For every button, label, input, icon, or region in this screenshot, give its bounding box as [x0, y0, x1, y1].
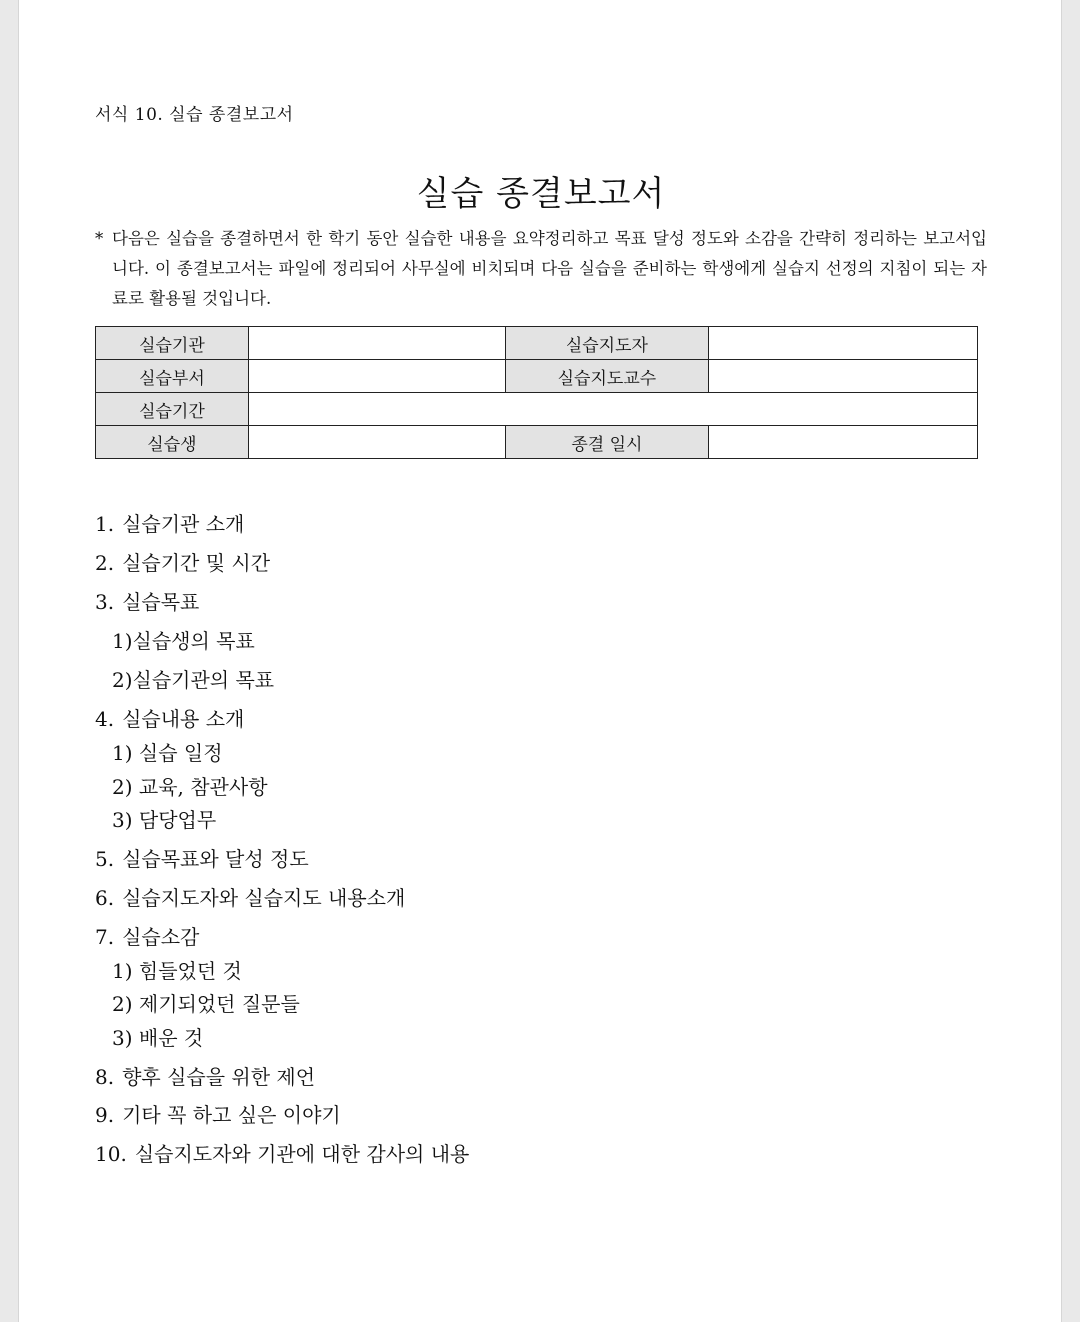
notice-paragraph: [95, 224, 987, 314]
period-label: 실습기간: [96, 393, 249, 426]
outline-item: 3. 실습목표: [95, 590, 200, 614]
document-page: [18, 0, 1062, 1322]
form-number-label: 서식 10. 실습 종결보고서: [95, 105, 294, 125]
info-table: [95, 326, 978, 459]
outline-subitem: 2) 교육, 참관사항: [112, 775, 268, 799]
table-row: [96, 360, 978, 393]
outline-subitem: 2) 제기되었던 질문들: [112, 992, 300, 1016]
end-date-field[interactable]: [709, 426, 978, 459]
outline-item: 10. 실습지도자와 기관에 대한 감사의 내용: [95, 1142, 470, 1166]
outline-item: 1. 실습기관 소개: [95, 512, 245, 536]
institution-field[interactable]: [248, 327, 505, 360]
supervisor-field[interactable]: [709, 327, 978, 360]
table-row: [96, 426, 978, 459]
outline-subitem: 1) 힘들었던 것: [112, 959, 242, 983]
outline-subitem: 3) 배운 것: [112, 1026, 204, 1050]
table-row: [96, 393, 978, 426]
institution-label: 실습기관: [96, 327, 249, 360]
outline-subitem: 2)실습기관의 목표: [112, 668, 275, 692]
student-label: 실습생: [96, 426, 249, 459]
outline-item: 7. 실습소감: [95, 925, 200, 949]
document-title: 실습 종결보고서: [416, 174, 666, 214]
outline-item: 6. 실습지도자와 실습지도 내용소개: [95, 886, 406, 910]
outline-item: 9. 기타 꼭 하고 싶은 이야기: [95, 1103, 341, 1127]
notice-text: 다음은 실습을 종결하면서 한 학기 동안 실습한 내용을 요약정리하고 목표 달성 정도와 소감을 간략히 정리하는 보고서입니다. 이 종결보고서는 파일에 정리되어 사무실에 비치되며 다음 실습을 준비하는 학생에게 실습지 선정의 지침이 되는 자료로 활용될 것입니다.: [112, 229, 987, 308]
outline-item: 5. 실습목표와 달성 정도: [95, 847, 309, 871]
supervisor-label: 실습지도자: [505, 327, 709, 360]
table-row: [96, 327, 978, 360]
professor-label: 실습지도교수: [505, 360, 709, 393]
outline-item: 2. 실습기간 및 시간: [95, 551, 271, 575]
department-field[interactable]: [248, 360, 505, 393]
outline-subitem: 1) 실습 일정: [112, 741, 223, 765]
outline-subitem: 3) 담당업무: [112, 808, 217, 832]
period-field[interactable]: [248, 393, 977, 426]
outline-subitem: 1)실습생의 목표: [112, 629, 255, 653]
professor-field[interactable]: [709, 360, 978, 393]
department-label: 실습부서: [96, 360, 249, 393]
end-date-label: 종결 일시: [505, 426, 709, 459]
outline-item: 8. 향후 실습을 위한 제언: [95, 1065, 316, 1089]
outline-item: 4. 실습내용 소개: [95, 707, 245, 731]
student-field[interactable]: [248, 426, 505, 459]
notice-marker: *: [95, 229, 104, 248]
